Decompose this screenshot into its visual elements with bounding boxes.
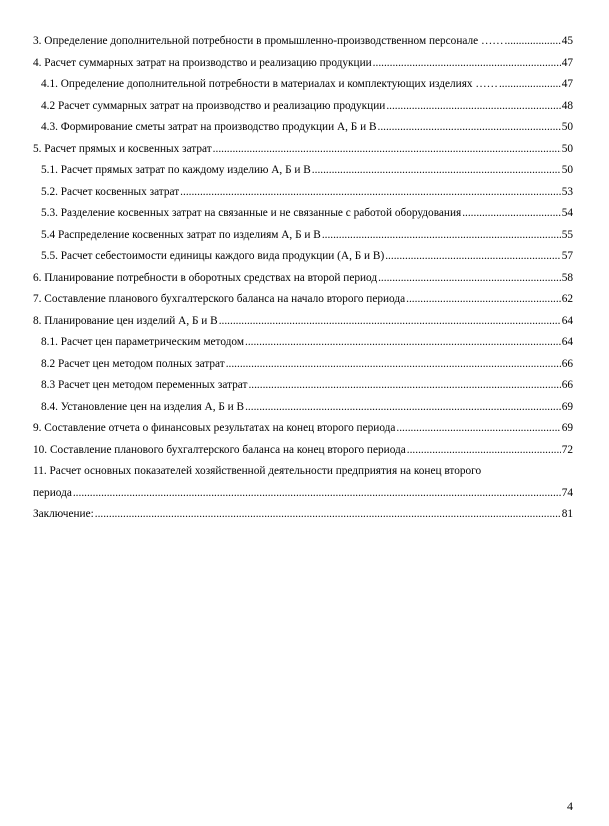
dot-leader <box>248 375 560 397</box>
dot-leader <box>406 289 561 311</box>
toc-entry-page: 69 <box>561 400 573 413</box>
dot-leader <box>373 53 561 75</box>
toc-entry-title: периода <box>33 486 72 499</box>
page-number: 4 <box>567 799 573 813</box>
toc-entry-title: Заключение: <box>33 508 94 520</box>
toc-entry-page: 54 <box>561 207 573 219</box>
dot-leader <box>245 332 561 354</box>
toc-entry-title: 8. Планирование цен изделий А, Б и В <box>33 314 218 327</box>
toc-entry-page: 58 <box>561 271 573 284</box>
dot-leader <box>226 354 561 376</box>
dot-leader <box>499 74 561 96</box>
dot-leader <box>378 268 561 290</box>
toc-entry-title: 4. Расчет суммарных затрат на производство и реализацию продукции <box>33 56 372 69</box>
dot-leader <box>385 246 560 268</box>
toc-entry[interactable] <box>33 117 573 139</box>
dot-leader <box>462 203 561 225</box>
toc-entry-title: 7. Составление планового бухгалтерского баланса на начало второго периода <box>33 293 406 305</box>
toc-entry-page: 64 <box>561 314 573 327</box>
toc-entry[interactable] <box>33 289 573 311</box>
toc-entry-title: 8.2 Расчет цен методом полных затрат <box>41 357 225 370</box>
toc-entry[interactable] <box>33 74 573 96</box>
dot-leader <box>213 139 561 161</box>
toc-entry-page: 69 <box>561 422 573 434</box>
dot-leader <box>378 117 561 139</box>
dot-leader <box>505 31 561 53</box>
toc-entry-page: 48 <box>561 99 573 112</box>
table-of-contents <box>33 31 573 526</box>
toc-entry-page: 45 <box>561 35 573 47</box>
dot-leader <box>73 483 561 505</box>
toc-entry[interactable] <box>33 139 573 161</box>
toc-entry-title: 5.3. Разделение косвенных затрат на связанные и не связанные с работой оборудования <box>41 207 462 219</box>
toc-entry-page: 53 <box>561 185 573 198</box>
toc-entry-title: 5.1. Расчет прямых затрат по каждому изделию А, Б и В <box>41 164 311 176</box>
dot-leader <box>245 397 561 419</box>
toc-entry[interactable] <box>33 418 573 440</box>
dot-leader <box>322 225 561 247</box>
toc-entry-page: 81 <box>561 508 573 520</box>
toc-entry[interactable] <box>33 332 573 354</box>
toc-entry-title: 4.2 Расчет суммарных затрат на производство и реализацию продукции <box>41 99 386 112</box>
toc-entry-page: 74 <box>561 486 573 499</box>
toc-entry-title: 4.3. Формирование сметы затрат на производство продукции А, Б и В <box>41 121 377 133</box>
toc-entry[interactable] <box>33 375 573 397</box>
toc-entry-page: 55 <box>561 228 573 241</box>
toc-entry-title-line1[interactable]: 11. Расчет основных показателей хозяйственной деятельности предприятия на конец второго <box>33 465 482 477</box>
dot-leader <box>407 440 561 462</box>
toc-entry[interactable] <box>33 504 573 526</box>
toc-entry-page: 66 <box>561 357 573 370</box>
toc-entry[interactable] <box>33 53 573 75</box>
toc-entry[interactable] <box>33 182 573 204</box>
toc-entry-title: 9. Составление отчета о финансовых результатах на конец второго периода <box>33 422 396 434</box>
toc-entry-title: 3. Определение дополнительной потребности в промышленно-производственном персонале …… <box>33 35 504 47</box>
toc-entry-page: 64 <box>561 336 573 348</box>
toc-entry[interactable] <box>33 96 573 118</box>
toc-entry[interactable] <box>33 397 573 419</box>
toc-entry-title: 8.1. Расчет цен параметрическим методом <box>41 336 244 348</box>
dot-leader <box>312 160 561 182</box>
dot-leader <box>95 504 561 526</box>
dot-leader <box>219 311 561 333</box>
toc-entry-title: 5.4 Распределение косвенных затрат по изделиям А, Б и В <box>41 228 321 241</box>
toc-entry[interactable] <box>33 268 573 290</box>
toc-entry[interactable] <box>33 311 573 333</box>
toc-entry-page: 47 <box>561 56 573 69</box>
toc-entry-page: 50 <box>561 142 573 155</box>
dot-leader <box>396 418 560 440</box>
toc-entry-page: 57 <box>561 250 573 262</box>
dot-leader <box>180 182 561 204</box>
toc-entry[interactable] <box>33 440 573 462</box>
toc-entry-page: 72 <box>561 443 573 456</box>
toc-entry-title: 5.2. Расчет косвенных затрат <box>41 185 180 198</box>
toc-entry-title: 8.3 Расчет цен методом переменных затрат <box>41 379 248 391</box>
toc-entry-title: 10. Составление планового бухгалтерского баланса на конец второго периода <box>33 443 406 456</box>
toc-entry[interactable] <box>33 246 573 268</box>
toc-entry-page: 47 <box>561 78 573 90</box>
toc-entry-page: 50 <box>561 164 573 176</box>
toc-entry[interactable] <box>33 225 573 247</box>
toc-entry-title: 4.1. Определение дополнительной потребности в материалах и комплектующих изделиях …… <box>41 78 498 90</box>
toc-entry-title: 5. Расчет прямых и косвенных затрат <box>33 142 212 155</box>
toc-entry[interactable] <box>33 160 573 182</box>
toc-entry[interactable] <box>33 483 573 505</box>
toc-entry[interactable] <box>33 203 573 225</box>
toc-entry[interactable] <box>33 31 573 53</box>
toc-entry-title: 8.4. Установление цен на изделия А, Б и В <box>41 400 245 413</box>
toc-entry-title: 6. Планирование потребности в оборотных средствах на второй период <box>33 271 378 284</box>
toc-entry-page: 62 <box>561 293 573 305</box>
toc-entry-title: 5.5. Расчет себестоимости единицы каждого вида продукции (А, Б и В) <box>41 250 385 262</box>
toc-entry-page: 50 <box>561 121 573 133</box>
toc-entry[interactable] <box>33 354 573 376</box>
dot-leader <box>386 96 560 118</box>
toc-entry-page: 66 <box>561 379 573 391</box>
